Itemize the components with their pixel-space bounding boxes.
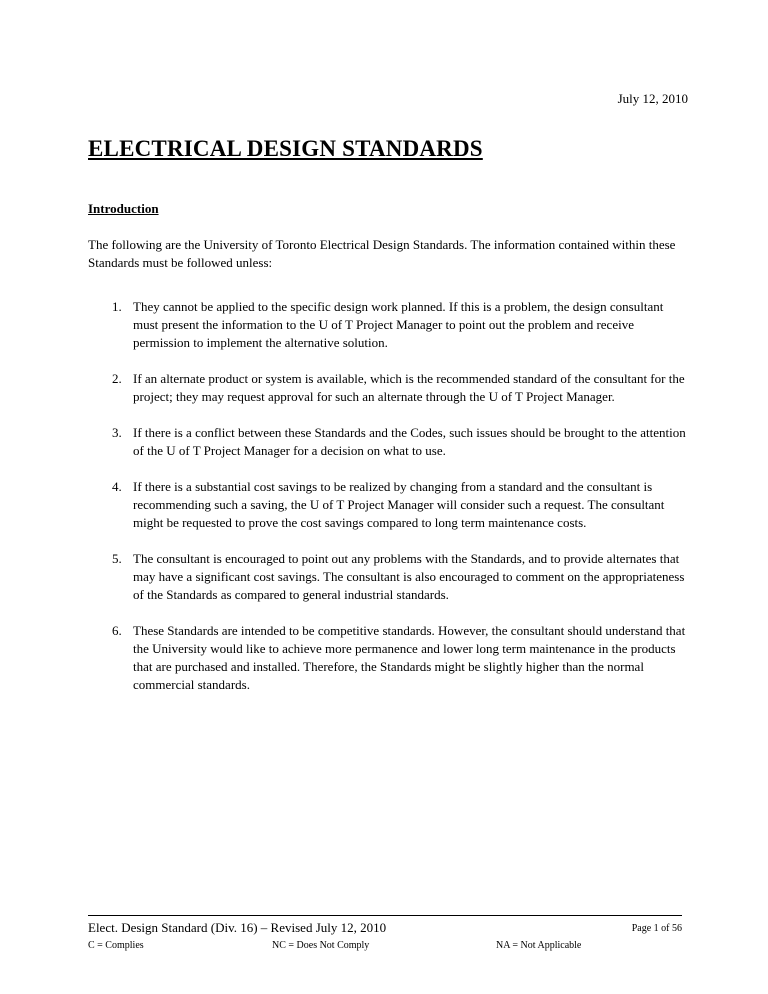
list-item-number: 2.	[112, 371, 122, 386]
list-item-number: 1.	[112, 299, 122, 314]
legend-complies: C = Complies	[88, 940, 144, 951]
list-item	[88, 370, 688, 406]
list-item	[88, 478, 688, 532]
legend-does-not-comply: NC = Does Not Comply	[272, 940, 370, 951]
list-item-text: If there is a substantial cost savings to be realized by changing from a standard and the consultant is recommending such a saving, the U of T Project Manager will consider such a request. The consultant might be requested to prove the cost savings compared to long term maintenance costs.	[133, 479, 665, 530]
list-item-number: 6.	[112, 623, 122, 638]
list-item-text: These Standards are intended to be competitive standards. However, the consultant should understand that the University would like to achieve more permanence and lower long term maintenance in the products that are purchased and installed. Therefore, the Standards might be slightly higher than the normal commercial standards.	[133, 623, 686, 692]
footer-title: Elect. Design Standard (Div. 16) – Revised July 12, 2010	[88, 920, 387, 935]
list-item-text: If there is a conflict between these Standards and the Codes, such issues should be brought to the attention of the U of T Project Manager for a decision on what to use.	[133, 425, 686, 458]
list-item-text: They cannot be applied to the specific design work planned. If this is a problem, the design consultant must present the information to the U of T Project Manager to point out the problem and receive permission to implement the alternative solution.	[133, 299, 664, 350]
page-number: Page 1 of 56	[631, 923, 682, 934]
section-heading-introduction: Introduction	[88, 201, 159, 216]
footer-divider	[88, 915, 682, 916]
list-item-text: The consultant is encouraged to point out any problems with the Standards, and to provide alternates that may have a significant cost savings. The consultant is also encouraged to comment on the appropriateness of the Standards as compared to general industrial standards.	[133, 551, 685, 602]
legend-not-applicable: NA = Not Applicable	[496, 940, 582, 951]
list-item-number: 4.	[112, 479, 122, 494]
list-item	[88, 550, 688, 604]
list-item-text: If an alternate product or system is available, which is the recommended standard of the consultant for the project; they may request approval for such an alternate through the U of T Project Manager.	[133, 371, 685, 404]
list-item-number: 3.	[112, 425, 122, 440]
conditions-list	[88, 298, 688, 712]
page-date: July 12, 2010	[617, 91, 688, 106]
list-item	[88, 298, 688, 352]
list-item	[88, 424, 688, 460]
intro-paragraph: The following are the University of Toronto Electrical Design Standards. The information contained within these Standards must be followed unless:	[88, 237, 676, 270]
document-title: ELECTRICAL DESIGN STANDARDS	[88, 136, 483, 161]
list-item	[88, 622, 688, 694]
list-item-number: 5.	[112, 551, 122, 566]
